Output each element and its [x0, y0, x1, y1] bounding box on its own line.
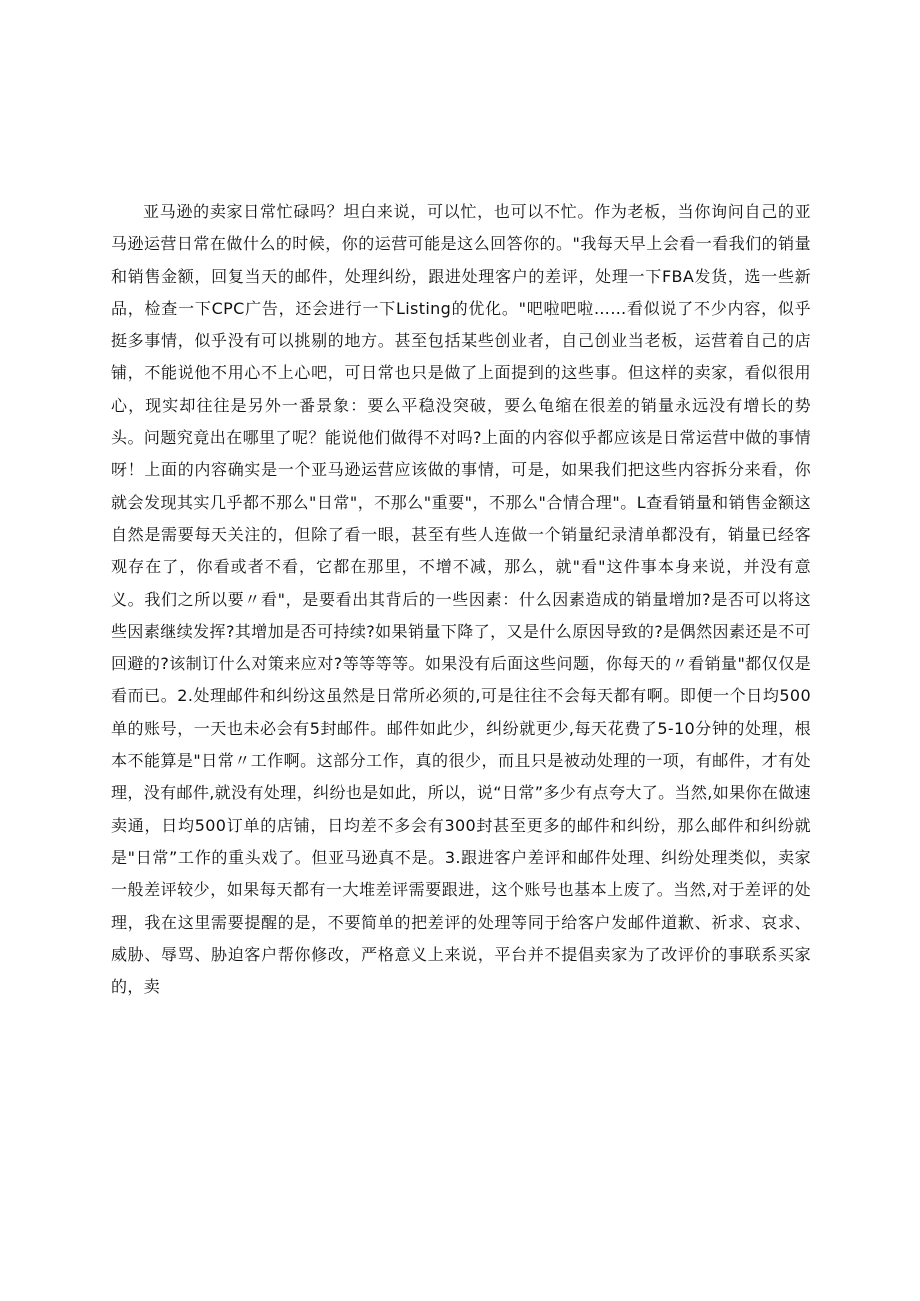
body-paragraph: 亚马逊的卖家日常忙碌吗？坦白来说，可以忙，也可以不忙。作为老板，当你询问自己的亚马逊运营日常在做什么的时候，你的运营可能是这么回答你的。"我每天早上会看一看我们的销量和销售金额，回复当天的邮件，处理纠纷，跟进处理客户的差评，处理一下FBA发货，选一些新品，检查一下CPC广告，还会进行一下Listing的优化。"吧啦吧啦……看似说了不少内容，似乎挺多事情，似乎没有可以挑剔的地方。甚至包括某些创业者，自己创业当老板，运营着自己的店铺，不能说他不用心不上心吧，可日常也只是做了上面提到的这些事。但这样的卖家，看似很用心，现实却往往是另外一番景象：要么平稳没突破，要么龟缩在很差的销量永远没有增长的势头。问题究竟出在哪里了呢？能说他们做得不对吗?上面的内容似乎都应该是日常运营中做的事情呀！上面的内容确实是一个亚马逊运营应该做的事情，可是，如果我们把这些内容拆分来看，你就会发现其实几乎都不那么"日常"，不那么"重要"，不那么"合情合理"。L查看销量和销售金额这自然是需要每天关注的，但除了看一眼，甚至有些人连做一个销量纪录清单都没有，销量已经客观存在了，你看或者不看，它都在那里，不增不减，那么，就"看"这件事本身来说，并没有意义。我们之所以要〃看"，是要看出其背后的一些因素：什么因素造成的销量增加?是否可以将这些因素继续发挥?其增加是否可持续?如果销量下降了，又是什么原因导致的?是偶然因素还是不可回避的?该制订什么对策来应对?等等等等。如果没有后面这些问题，你每天的〃看销量"都仅仅是看而已。2.处理邮件和纠纷这虽然是日常所必须的,可是往往不会每天都有啊。即便一个日均500单的账号，一天也未必会有5封邮件。邮件如此少，纠纷就更少,每天花费了5-10分钟的处理，根本不能算是"日常〃工作啊。这部分工作，真的很少，而且只是被动处理的一项，有邮件，才有处理，没有邮件,就没有处理，纠纷也是如此，所以，说“日常”多少有点夸大了。当然,如果你在做速卖通，日均500订单的店铺，日均差不多会有300封甚至更多的邮件和纠纷，那么邮件和纠纷就是"日常”工作的重头戏了。但亚马逊真不是。3.跟进客户差评和邮件处理、纠纷处理类似，卖家一般差评较少，如果每天都有一大堆差评需要跟进，这个账号也基本上废了。当然,对于差评的处理，我在这里需要提醒的是，不要简单的把差评的处理等同于给客户发邮件道歉、祈求、哀求、威胁、辱骂、胁迫客户帮你修改，严格意义上来说，平台并不提倡卖家为了改评价的事联系买家的，卖 — [111, 202, 811, 997]
